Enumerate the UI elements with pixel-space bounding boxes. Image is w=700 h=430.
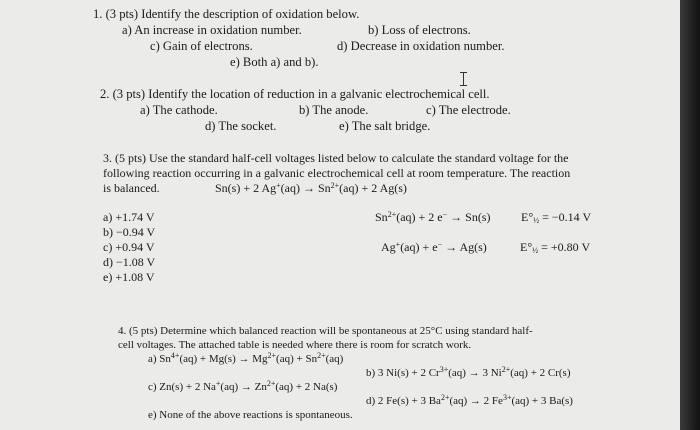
q4-option-e: e) None of the above reactions is spontaneous. — [148, 409, 353, 421]
q4-option-b: b) 3 Ni(s) + 2 $Cr^{3+}(aq) \to 3$ $Ni^{2+}(aq) + 2$ Cr(s) — [366, 365, 571, 379]
q3-choice-c: c) +0.94 V — [103, 240, 155, 254]
q3-choice-b: b) −0.94 V — [103, 225, 156, 239]
q3-stem-line-1: 3. (5 pts) Use the standard half-cell voltages listed below to calculate the standard voltage for the — [103, 151, 569, 165]
q1-option-c: c) Gain of electrons. — [150, 39, 253, 53]
q3-half-reaction-ag: Ag+(aq) + e− → Ag(s) — [381, 240, 487, 254]
q1-stem: 1. (3 pts) Identify the description of oxidation below. — [93, 7, 360, 21]
q3-reaction: Sn(s) + 2 $Ag^+(aq) \to Sn^{2+}(aq) + 2$ Ag(s) — [215, 181, 407, 195]
q1-option-a: a) An increase in oxidation number. — [122, 23, 302, 37]
q3-choice-d: d) −1.08 V — [103, 255, 156, 269]
q3-half-voltage-ag: $E^\circ_{\frac{1}{2}} = +0.80$ V — [520, 240, 591, 255]
q3-choice-e: e) +1.08 V — [103, 270, 155, 284]
q3-half-voltage-sn: $E^\circ_{\frac{1}{2}} = -0.14$ V — [521, 210, 592, 225]
photo-dark-edge — [680, 0, 700, 430]
q2-stem: 2. (3 pts) Identify the location of reduction in a galvanic electrochemical cell. — [100, 87, 490, 101]
q3-stem-line-2: following reaction occurring in a galvanic electrochemical cell at room temperature. The reaction — [103, 166, 571, 180]
q1-option-b: b) Loss of electrons. — [368, 23, 471, 37]
q4-option-c: c) Zn(s) + 2 $Na^+(aq) \to Zn^{2+}(aq) + 2$ Na(s) — [148, 379, 338, 393]
q4-option-a: a) $Sn^{4+}(aq) + Mg(s) \to Mg^{2+}(aq) + Sn^{2+}(aq)$ — [148, 351, 344, 365]
q2-option-e: e) The salt bridge. — [339, 119, 431, 133]
q4-stem-line-2: cell voltages. The attached table is needed where there is room for scratch work. — [118, 339, 472, 351]
text-cursor-icon — [463, 72, 464, 86]
q1-option-d: d) Decrease in oxidation number. — [337, 39, 505, 53]
q3-choice-a: a) +1.74 V — [103, 210, 155, 224]
q4-option-d: d) 2 Fe(s) + 3 $Ba^{2+}(aq) \to 2$ $Fe^{3+}(aq) + 3$ Ba(s) — [366, 393, 573, 407]
q4-stem-line-1: 4. (5 pts) Determine which balanced reaction will be spontaneous at 25°C using standard half- — [118, 325, 533, 337]
q2-option-b: b) The anode. — [299, 103, 369, 117]
q2-option-c: c) The electrode. — [426, 103, 511, 117]
q3-stem-line-3: is balanced. — [103, 181, 160, 195]
q1-option-e: e) Both a) and b). — [230, 55, 319, 69]
q2-option-a: a) The cathode. — [140, 103, 218, 117]
q3-half-reaction-sn: $Sn^{2+}(aq) + 2$ e− → Sn(s) — [375, 210, 491, 224]
q2-option-d: d) The socket. — [205, 119, 277, 133]
